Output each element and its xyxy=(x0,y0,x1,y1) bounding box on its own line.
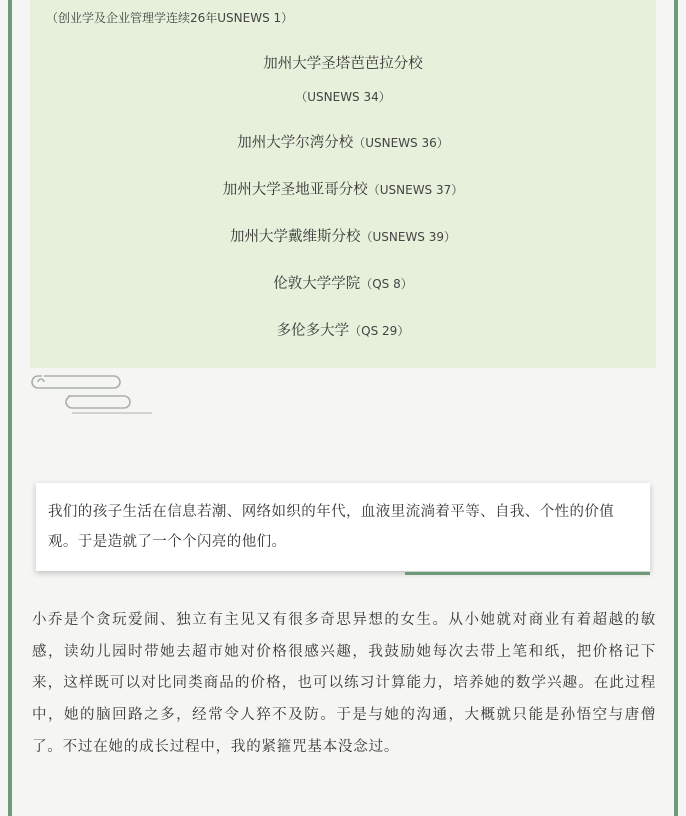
list-item xyxy=(30,274,656,294)
intro-note: （创业学及企业管理学连续26年USNEWS 1） xyxy=(46,11,294,25)
university-name: 伦敦大学学院 xyxy=(273,276,361,292)
cloud-scroll-decoration-icon xyxy=(28,366,158,418)
university-name: 多伦多大学 xyxy=(276,323,350,339)
university-rank: （USNEWS 36） xyxy=(353,136,449,150)
university-list-panel xyxy=(30,0,656,368)
body-paragraph: 小乔是个贪玩爱闹、独立有主见又有很多奇思异想的女生。从小她就对商业有着超越的敏感，读幼儿园时带她去超市她对价格很感兴趣，我鼓励她每次去带上笔和纸，把价格记下来，这样既可以对比同类商品的价格，也可以练习计算能力，培养她的数学兴趣。在此过程中，她的脑回路之多，经常令人猝不及防。于是与她的沟通，大概就只能是孙悟空与唐僧了。不过在她的成长过程中，我的紧箍咒基本没念过。 xyxy=(32,612,656,755)
list-item xyxy=(30,321,656,341)
quote-box xyxy=(36,483,650,571)
university-name: 加州大学戴维斯分校 xyxy=(229,229,361,245)
list-item xyxy=(30,227,656,247)
university-rank: （QS 29） xyxy=(349,324,410,338)
university-rank: （USNEWS 34） xyxy=(295,90,391,104)
quote-text: 我们的孩子生活在信息若潮、网络如织的年代，血液里流淌着平等、自我、个性的价值观。于是造就了一个个闪亮的他们。 xyxy=(48,504,615,550)
list-item xyxy=(30,87,656,107)
university-rank: （USNEWS 37） xyxy=(367,183,464,197)
list-item xyxy=(30,180,656,200)
list-item xyxy=(30,133,656,153)
university-name: 加州大学尔湾分校 xyxy=(237,135,354,151)
left-frame-border xyxy=(8,0,12,816)
university-name: 加州大学圣塔芭芭拉分校 xyxy=(263,56,423,72)
list-item xyxy=(30,54,656,74)
university-rank: （USNEWS 39） xyxy=(360,230,457,244)
right-frame-border xyxy=(674,0,678,816)
university-name: 加州大学圣地亚哥分校 xyxy=(222,182,368,198)
university-rank: （QS 8） xyxy=(360,277,413,291)
quote-accent-line xyxy=(405,572,650,575)
